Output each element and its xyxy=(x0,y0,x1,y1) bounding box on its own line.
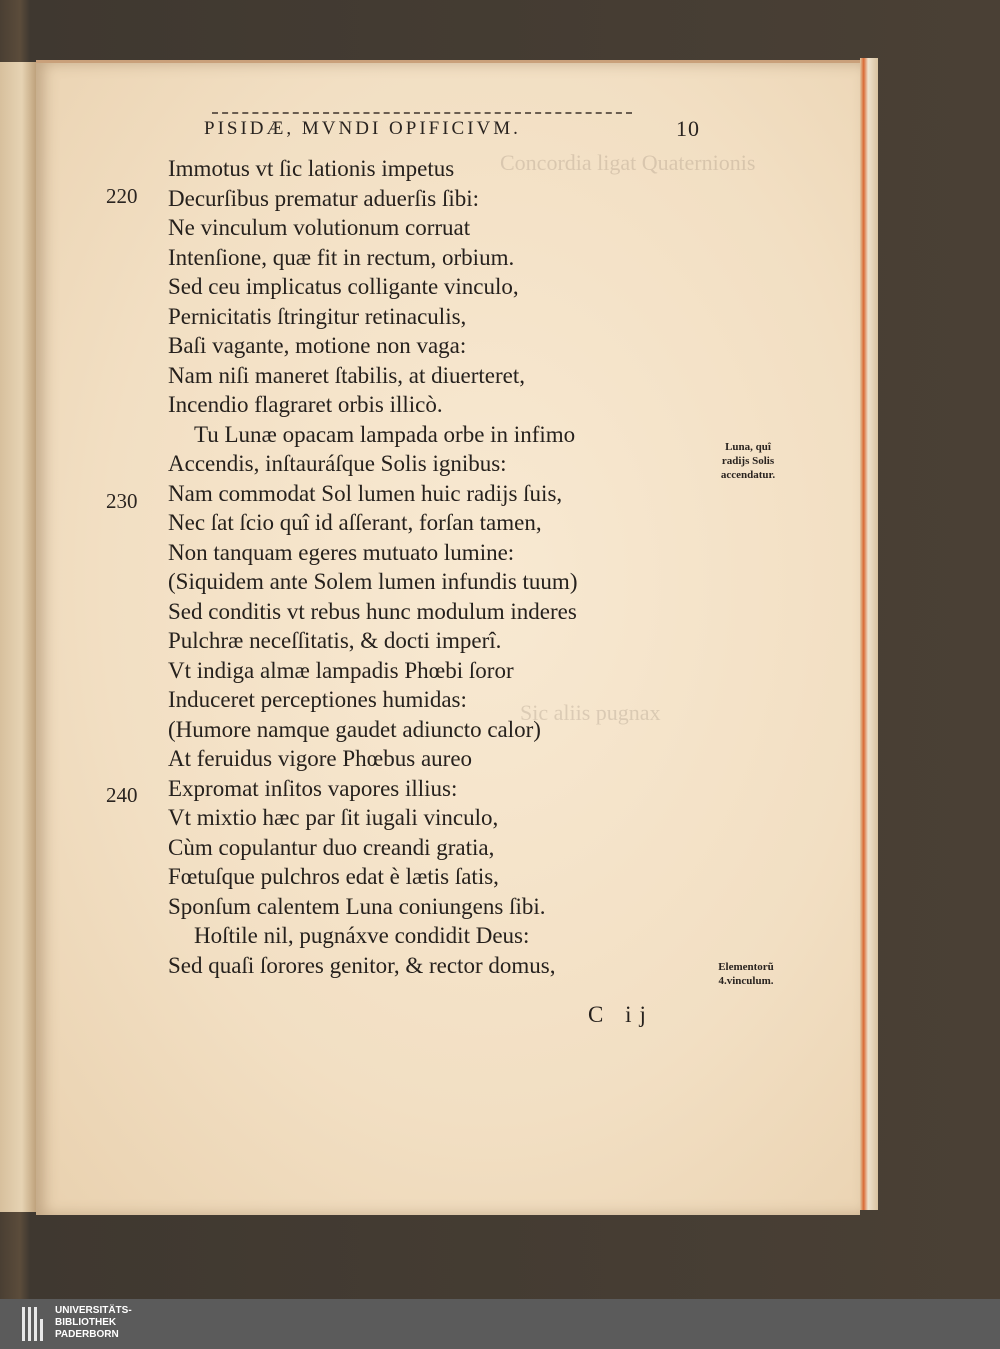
verse-line: Incendio flagraret orbis illicò. xyxy=(168,392,443,417)
margin-note-line: 4.vinculum. xyxy=(718,975,774,987)
verse-line: At feruidus vigore Phœbus aureo xyxy=(168,746,473,771)
margin-note-line: Luna, quî xyxy=(725,441,771,453)
page-number: 10 xyxy=(676,116,700,141)
verse-line: Accendis, inſtauráſque Solis ignibus: xyxy=(168,451,507,476)
page-fore-edge xyxy=(860,58,878,1210)
verse-text xyxy=(168,154,688,980)
verse-line: Baſi vagante, motione non vaga: xyxy=(168,333,467,358)
verse-line: Hoſtile nil, pugnáxve condidit Deus: xyxy=(194,923,530,948)
verse-line: Sed conditis vt rebus hunc modulum inderes xyxy=(168,598,577,624)
header-ornament-rule xyxy=(212,112,632,114)
margin-note-luna xyxy=(698,440,798,482)
verse-line: Fœtuſque pulchros edat è lætis ſatis, xyxy=(168,864,499,889)
library-name-line: BIBLIOTHEK xyxy=(55,1317,117,1328)
margin-note-line: accendatur. xyxy=(720,469,776,481)
library-name xyxy=(55,1305,132,1341)
running-title: PISIDÆ, MVNDI OPIFICIVM. xyxy=(204,118,521,139)
library-footer-bar xyxy=(0,1299,1000,1349)
line-number-220: 220 xyxy=(106,184,138,208)
verse-line: Sed quaſi ſorores genitor, & rector domus, xyxy=(168,952,556,978)
margin-note-elementorum xyxy=(696,960,796,988)
verse-line: Non tanquam egeres mutuato lumine: xyxy=(168,539,515,565)
verse-line: Nam niſi maneret ſtabilis, at diuerteret, xyxy=(168,362,526,388)
verse-line: (Humore namque gaudet adiuncto calor) xyxy=(168,716,541,742)
facing-page-edge xyxy=(0,62,38,1212)
verse-line: Expromat inſitos vapores illius: xyxy=(168,775,458,801)
verse-line: (Siquidem ante Solem lumen infundis tuum) xyxy=(168,569,578,594)
verse-line: Vt mixtio hæc par ſit iugali vinculo, xyxy=(168,805,499,830)
verse-line: Tu Lunæ opacam lampada orbe in infimo xyxy=(194,421,576,447)
verse-line: Pulchræ neceſſitatis, & docti imperî. xyxy=(168,628,502,653)
library-name-line: UNIVERSITÄTS- xyxy=(55,1305,132,1316)
bleed-through-text: Concordia ligat Quaternionis xyxy=(500,150,756,175)
library-logo-icon xyxy=(22,1307,48,1341)
library-name-line: PADERBORN xyxy=(55,1329,119,1340)
verse-line: Induceret perceptiones humidas: xyxy=(168,687,467,712)
margin-note-line: radijs Solis xyxy=(721,455,775,467)
margin-note-line: Elementorũ xyxy=(718,961,774,973)
line-number-230: 230 xyxy=(106,489,138,513)
verse-line: Ne vinculum volutionum corruat xyxy=(168,215,471,240)
verse-line: Sed ceu implicatus colligante vinculo, xyxy=(168,274,519,299)
verse-line: Decurſibus prematur aduerſis ſibi: xyxy=(168,185,480,211)
verse-line: Nam commodat Sol lumen huic radijs ſuis, xyxy=(168,480,563,506)
bleed-through-text: Sic aliis pugnax xyxy=(520,700,661,725)
verse-line: Cùm copulantur duo creandi gratia, xyxy=(168,834,495,860)
line-number-240: 240 xyxy=(106,783,138,807)
verse-line: Pernicitatis ſtringitur retinaculis, xyxy=(168,303,467,329)
verse-line: Vt indiga almæ lampadis Phœbi ſoror xyxy=(168,657,514,683)
verse-line: Immotus vt ſic lationis impetus xyxy=(168,156,455,181)
verse-line: Intenſione, quæ fit in rectum, orbium. xyxy=(168,244,515,270)
verse-line: Sponſum calentem Luna coniungens ſibi. xyxy=(168,893,546,919)
signature-mark: C ij xyxy=(588,1002,654,1027)
verse-line: Nec ſat ſcio quî id aſſerant, forſan tamen, xyxy=(168,510,542,535)
